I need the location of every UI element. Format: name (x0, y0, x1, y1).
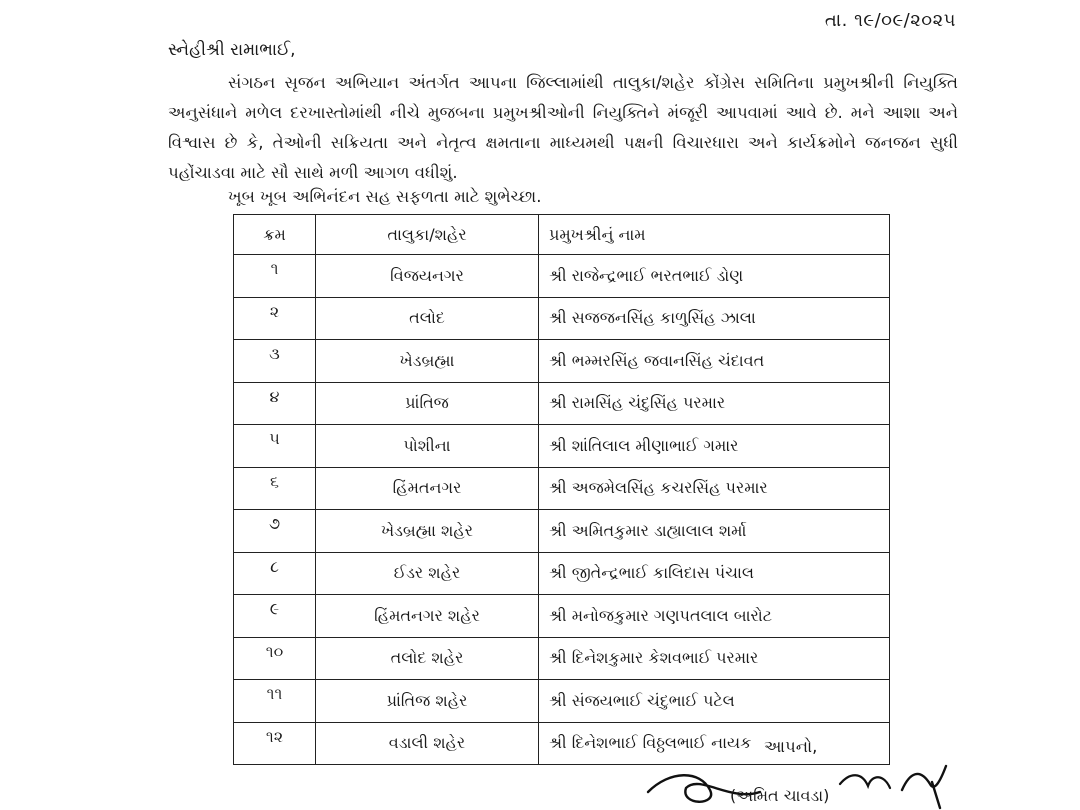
table-row (234, 382, 890, 425)
signatory-name: (અમિત ચાવડા) (730, 786, 830, 805)
table-row (234, 637, 890, 680)
closing-line: આપનો, (764, 737, 818, 756)
row-serial: ૧૨ (234, 722, 316, 765)
row-taluka-city: વડાલી શહેર (316, 722, 539, 765)
table-header-row (234, 215, 890, 255)
row-president-name: શ્રી જીતેન્દ્રભાઈ કાલિદાસ પંચાલ (539, 552, 890, 595)
row-taluka-city: ઈડર શહેર (316, 552, 539, 595)
row-serial: ૨ (234, 297, 316, 340)
table-row (234, 297, 890, 340)
table-body (234, 255, 890, 765)
appointments-table (233, 214, 890, 765)
table-row (234, 510, 890, 553)
row-president-name: શ્રી રાજેન્દ્રભાઈ ભરતભાઈ ડોણ (539, 255, 890, 298)
row-president-name: શ્રી દિનેશકુમાર કેશવભાઈ પરમાર (539, 637, 890, 680)
table-row (234, 680, 890, 723)
table-row (234, 552, 890, 595)
table-row (234, 255, 890, 298)
row-taluka-city: તલોદ શહેર (316, 637, 539, 680)
header-taluka-city: તાલુકા/શહેર (316, 215, 539, 255)
row-serial: ૧૦ (234, 637, 316, 680)
row-president-name: શ્રી અજમેલસિંહ કચરસિંહ પરમાર (539, 467, 890, 510)
row-serial: ૯ (234, 595, 316, 638)
row-president-name: શ્રી મનોજકુમાર ગણપતલાલ બારોટ (539, 595, 890, 638)
row-taluka-city: હિંમતનગર શહેર (316, 595, 539, 638)
row-president-name: શ્રી સજજનસિંહ કાળુસિંહ ઝાલા (539, 297, 890, 340)
row-taluka-city: વિજયનગર (316, 255, 539, 298)
row-taluka-city: પ્રાંતિજ (316, 382, 539, 425)
row-president-name: શ્રી દિનેશભાઈ વિઠ્ઠલભાઈ નાયક (539, 722, 890, 765)
row-serial: ૫ (234, 425, 316, 468)
table-row (234, 340, 890, 383)
row-taluka-city: હિંમતનગર (316, 467, 539, 510)
table-row (234, 595, 890, 638)
row-serial: ૩ (234, 340, 316, 383)
letter-body-paragraph: સંગઠન સૃજન અભિયાન અંતર્ગત આપના જિલ્લામાંથી તાલુકા/શહેર કોંગ્રેસ સમિતિના પ્રમુખશ્રીની નિયુક્તિ અનુસંધાને મળેલ દરખાસ્તોમાંથી નીચે મુજબના પ્રમુખશ્રીઓની નિયુક્તિને મંજૂરી આપવામાં આવે છે. મને આશા અને વિશ્વાસ છે કે, તેઓની સક્રિયતા અને નેતૃત્વ ક્ષમતાના માધ્યમથી પક્ષની વિચારધારા અને કાર્યક્રમોને જનજન સુધી પહોંચાડવા માટે સૌ સાથે મળી આગળ વધીશું. (168, 73, 958, 182)
row-taluka-city: તલોદ (316, 297, 539, 340)
header-serial: ક્રમ (234, 215, 316, 255)
row-president-name: શ્રી રામસિંહ ચંદુસિંહ પરમાર (539, 382, 890, 425)
row-president-name: શ્રી શાંતિલાલ મીણાભાઈ ગમાર (539, 425, 890, 468)
row-serial: ૪ (234, 382, 316, 425)
salutation: સ્નેહીશ્રી રામાભાઈ, (168, 40, 296, 60)
row-serial: ૭ (234, 510, 316, 553)
row-taluka-city: ખેડબ્રહ્મા (316, 340, 539, 383)
table-row (234, 425, 890, 468)
table-row (234, 467, 890, 510)
row-serial: ૧૧ (234, 680, 316, 723)
row-taluka-city: પોશીના (316, 425, 539, 468)
row-serial: ૧ (234, 255, 316, 298)
row-taluka-city: પ્રાંતિજ શહેર (316, 680, 539, 723)
letter-date: તા. ૧૯/૦૯/૨૦૨૫ (824, 10, 956, 31)
row-taluka-city: ખેડબ્રહ્મા શહેર (316, 510, 539, 553)
row-president-name: શ્રી ભમ્મરસિંહ જવાનસિંહ ચંદાવત (539, 340, 890, 383)
header-president-name: પ્રમુખશ્રીનું નામ (539, 215, 890, 255)
row-serial: ૮ (234, 552, 316, 595)
row-president-name: શ્રી અમિતકુમાર ડાહ્યાલાલ શર્મા (539, 510, 890, 553)
row-serial: ૬ (234, 467, 316, 510)
row-president-name: શ્રી સંજયભાઈ ચંદુભાઈ પટેલ (539, 680, 890, 723)
congratulations-line: ખૂબ ખૂબ અભિનંદન સહ સફળતા માટે શુભેચ્છા. (228, 187, 542, 206)
